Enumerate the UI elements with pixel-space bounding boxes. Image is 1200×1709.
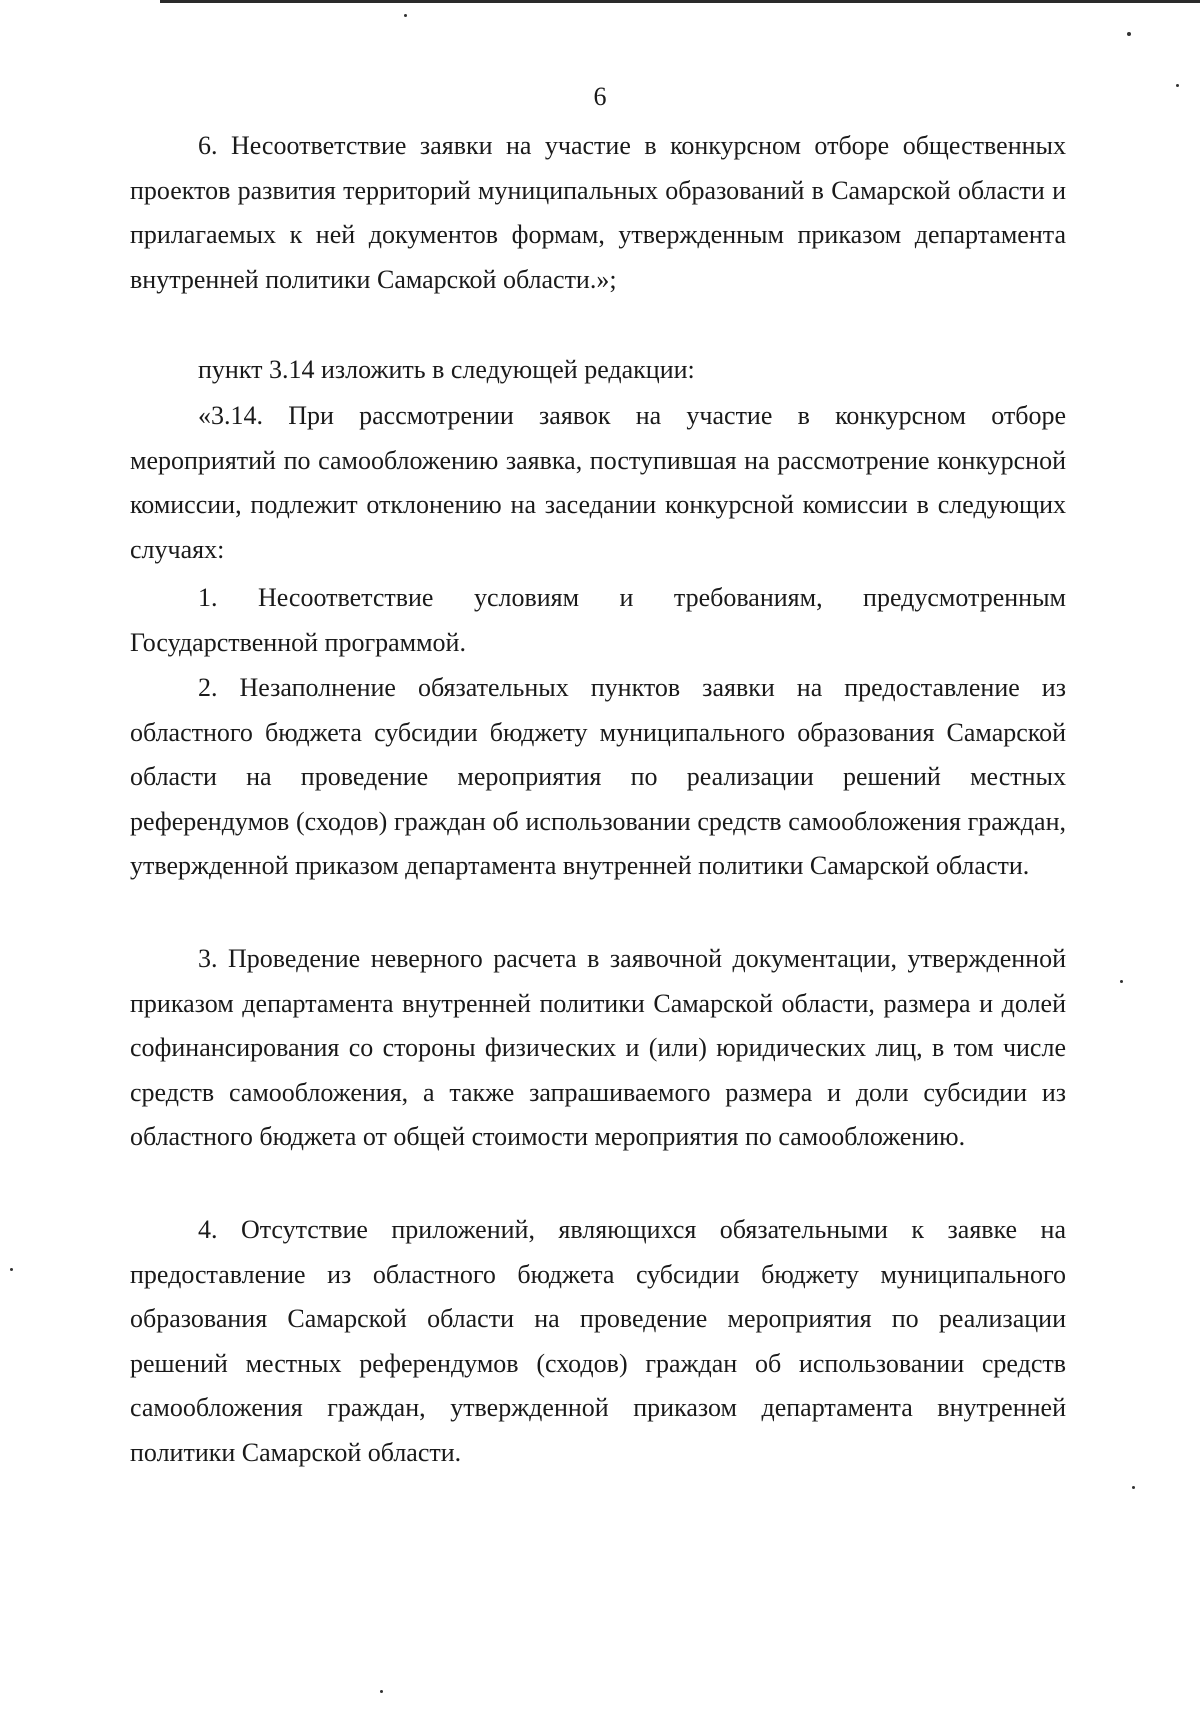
item-2-block [130,666,1066,889]
scan-speck [380,1690,383,1693]
list-item-3: 3. Проведение неверного расчета в заявочной документации, утвержденной приказом департамента внутренней политики Самарской области, размера и долей софинансирования со стороны физических и (или) юридических лиц, в том числе средств самообложения, а также запрашиваемого размера и доли субсидии из областного бюджета от общей стоимости мероприятия по самообложению. [130,944,1066,1151]
item-3-block [130,937,1066,1160]
section-6-paragraph: 6. Несоответствие заявки на участие в конкурсном отборе общественных проектов развития территорий муниципальных образований в Самарской области и прилагаемых к ней документов формам, утвержденным приказом департамента внутренней политики Самарской области.»; [130,131,1066,294]
item-1-block [130,576,1066,665]
scan-speck [1120,980,1123,983]
clause-3-14: «3.14. При рассмотрении заявок на участие в конкурсном отборе мероприятий по самообложению заявка, поступившая на рассмотрение конкурсной комиссии, подлежит отклонению на заседании конкурсной комиссии в следующих случаях: [130,401,1066,564]
list-item-4: 4. Отсутствие приложений, являющихся обязательными к заявке на предоставление из областного бюджета субсидии бюджету муниципального образования Самарской области на проведение мероприятия по реализации решений местных референдумов (сходов) граждан об использовании средств самообложения граждан, утвержденной приказом департамента внутренней политики Самарской области. [130,1215,1066,1467]
scan-speck [404,14,407,17]
page-number: 6 [593,82,607,111]
item-4-block [130,1208,1066,1475]
scan-speck [10,1268,13,1271]
clause-3-14-block [130,394,1066,572]
section-6-block [130,124,1066,302]
scan-speck [1127,32,1131,36]
scan-speck [1132,1486,1135,1489]
amendment-intro: пункт 3.14 изложить в следующей редакции: [198,355,695,384]
scan-edge-line [160,0,1200,3]
scan-speck [1176,84,1179,87]
list-item-1: 1. Несоответствие условиям и требованиям, предусмотренным Государственной программой. [130,583,1066,657]
list-item-2: 2. Незаполнение обязательных пунктов заявки на предоставление из областного бюджета субсидии бюджету муниципального образования Самарской области на проведение мероприятия по реализации решений местных референдумов (сходов) граждан об использовании средств самообложения граждан, утвержденной приказом департамента внутренней политики Самарской области. [130,673,1066,880]
amendment-intro-block [130,348,1066,393]
